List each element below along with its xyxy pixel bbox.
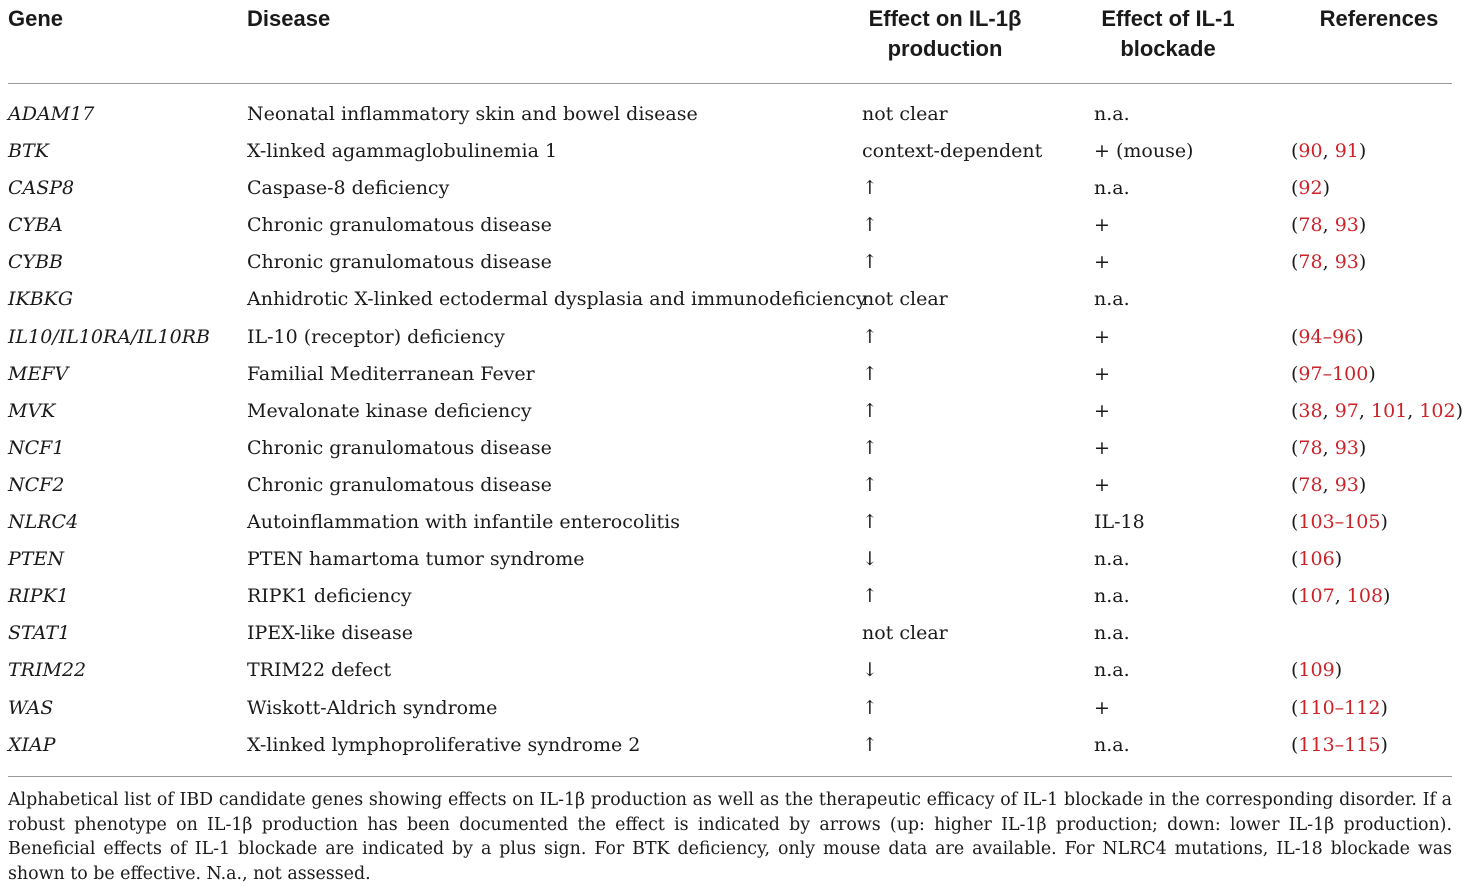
gene-cell: RIPK1: [8, 585, 69, 608]
reference-link[interactable]: 93: [1334, 473, 1359, 496]
reference-link[interactable]: 78: [1298, 473, 1323, 496]
ref-separator: ,: [1322, 140, 1335, 163]
table-row: [0, 96, 1460, 133]
ref-close-paren: ): [1334, 659, 1343, 682]
reference-link[interactable]: 90: [1298, 140, 1323, 163]
blockade-cell: +: [1094, 436, 1110, 459]
blockade-cell: n.a.: [1094, 103, 1130, 125]
blockade-cell: n.a.: [1094, 622, 1130, 645]
table-row: [0, 393, 1463, 430]
table-row: [0, 170, 1460, 207]
ref-open-paren: (: [1291, 362, 1299, 385]
header-effect-line2: production: [887, 36, 1003, 61]
effect-cell: ↑: [862, 733, 878, 756]
ref-open-paren: (: [1291, 733, 1299, 756]
ref-separator: ,: [1322, 251, 1335, 274]
disease-cell: Chronic granulomatous disease: [247, 473, 552, 496]
reference-link[interactable]: 103–105: [1298, 511, 1381, 534]
references-cell: [1291, 244, 1366, 281]
reference-link[interactable]: 78: [1298, 214, 1323, 237]
ref-close-paren: ): [1380, 511, 1388, 534]
ref-close-paren: ): [1368, 362, 1376, 385]
gene-cell: ADAM17: [8, 103, 95, 125]
blockade-cell: n.a.: [1094, 659, 1130, 682]
ref-separator: ,: [1334, 585, 1347, 608]
blockade-cell: n.a.: [1094, 177, 1130, 200]
ref-open-paren: (: [1291, 214, 1299, 237]
gene-cell: PTEN: [8, 548, 64, 571]
ref-open-paren: (: [1291, 696, 1299, 719]
effect-cell: ↑: [862, 585, 878, 608]
references-cell: [1291, 430, 1366, 467]
references-cell: [1291, 393, 1463, 430]
ref-separator: ,: [1358, 399, 1371, 422]
effect-cell: not clear: [862, 288, 948, 311]
gene-cell: STAT1: [8, 622, 71, 645]
references-cell: [1291, 652, 1342, 689]
effect-cell: ↑: [862, 177, 878, 200]
ref-close-paren: ): [1358, 473, 1367, 496]
reference-link[interactable]: 97: [1334, 399, 1359, 422]
reference-link[interactable]: 97–100: [1298, 362, 1369, 385]
ref-separator: ,: [1322, 436, 1335, 459]
reference-link[interactable]: 107: [1298, 585, 1335, 608]
table-row: [0, 504, 1460, 541]
header-divider: [8, 83, 1452, 84]
gene-cell: IL10/IL10RA/IL10RB: [8, 325, 210, 348]
ref-open-paren: (: [1291, 585, 1299, 608]
disease-cell: IL-10 (receptor) deficiency: [247, 325, 505, 348]
ref-open-paren: (: [1291, 511, 1299, 534]
footer-divider: [8, 776, 1452, 777]
ref-open-paren: (: [1291, 325, 1299, 348]
table-row: [0, 430, 1460, 467]
gene-cell: NCF1: [8, 436, 65, 459]
reference-link[interactable]: 94–96: [1298, 325, 1357, 348]
reference-link[interactable]: 113–115: [1298, 733, 1381, 756]
disease-cell: X-linked agammaglobulinemia 1: [247, 140, 558, 163]
references-cell: [1291, 541, 1342, 578]
table-row: [0, 652, 1460, 689]
effect-cell: ↑: [862, 473, 878, 496]
disease-cell: Neonatal inflammatory skin and bowel disease: [247, 103, 698, 125]
gene-cell: MVK: [8, 399, 56, 422]
disease-cell: Wiskott-Aldrich syndrome: [247, 696, 498, 719]
table-row: [0, 244, 1460, 281]
ref-close-paren: ): [1383, 585, 1391, 608]
references-cell: [1291, 356, 1376, 393]
blockade-cell: n.a.: [1094, 585, 1130, 608]
ref-close-paren: ): [1322, 177, 1331, 200]
disease-cell: Caspase-8 deficiency: [247, 177, 450, 200]
reference-link[interactable]: 93: [1334, 251, 1359, 274]
table-row: [0, 133, 1460, 170]
reference-link[interactable]: 108: [1346, 585, 1384, 608]
disease-cell: Anhidrotic X-linked ectodermal dysplasia and immunodeficiency: [247, 288, 867, 311]
ref-open-paren: (: [1291, 548, 1299, 571]
ref-close-paren: ): [1455, 399, 1463, 422]
ref-close-paren: ): [1356, 325, 1364, 348]
reference-link[interactable]: 91: [1334, 140, 1359, 163]
ref-open-paren: (: [1291, 251, 1299, 274]
blockade-cell: +: [1094, 362, 1110, 385]
ref-close-paren: ): [1358, 251, 1367, 274]
blockade-cell: +: [1094, 214, 1110, 237]
blockade-cell: +: [1094, 473, 1110, 496]
ref-open-paren: (: [1291, 177, 1299, 200]
gene-cell: NLRC4: [8, 511, 79, 534]
reference-link[interactable]: 106: [1298, 548, 1335, 571]
header-references: References: [1319, 6, 1439, 31]
references-cell: [1291, 133, 1366, 170]
header-blockade-line2: blockade: [1120, 36, 1216, 61]
reference-link[interactable]: 93: [1334, 214, 1359, 237]
disease-cell: X-linked lymphoproliferative syndrome 2: [247, 733, 641, 756]
table-row: [0, 615, 1460, 652]
effect-cell: ↑: [862, 362, 878, 385]
table-row: [0, 356, 1460, 393]
ref-separator: ,: [1322, 473, 1335, 496]
effect-cell: not clear: [862, 622, 948, 645]
gene-cell: XIAP: [8, 733, 56, 756]
references-cell: [1291, 467, 1366, 504]
effect-cell: ↑: [862, 251, 878, 274]
header-disease: Disease: [247, 6, 331, 31]
references-cell: [1291, 207, 1366, 244]
header-gene: Gene: [8, 6, 64, 31]
blockade-cell: +: [1094, 696, 1110, 719]
effect-cell: ↑: [862, 325, 878, 348]
disease-cell: Mevalonate kinase deficiency: [247, 399, 532, 422]
table-row: [0, 207, 1460, 244]
reference-link[interactable]: 78: [1298, 436, 1323, 459]
blockade-cell: +: [1094, 399, 1110, 422]
blockade-cell: + (mouse): [1094, 140, 1194, 163]
blockade-cell: n.a.: [1094, 548, 1130, 571]
table-row: [0, 541, 1460, 578]
gene-cell: WAS: [8, 696, 54, 719]
header-blockade-line1: Effect of IL-1: [1101, 6, 1235, 31]
ref-open-paren: (: [1291, 473, 1299, 496]
ref-open-paren: (: [1291, 436, 1299, 459]
disease-cell: Autoinflammation with infantile enterocolitis: [247, 511, 680, 534]
ref-separator: ,: [1407, 399, 1420, 422]
effect-cell: ↑: [862, 696, 878, 719]
reference-link[interactable]: 101: [1370, 399, 1408, 422]
disease-cell: Chronic granulomatous disease: [247, 251, 552, 274]
ref-open-paren: (: [1291, 140, 1299, 163]
references-cell: [1291, 727, 1388, 764]
effect-cell: ↑: [862, 511, 878, 534]
table-row: [0, 690, 1460, 727]
gene-cell: MEFV: [8, 362, 69, 385]
disease-cell: TRIM22 defect: [247, 659, 392, 682]
table-row: [0, 319, 1460, 356]
header-effect-of-blockade: [1086, 4, 1250, 64]
effect-cell: ↓: [862, 659, 878, 682]
gene-cell: CYBB: [8, 251, 64, 274]
effect-cell: ↑: [862, 399, 878, 422]
gene-cell: TRIM22: [8, 659, 87, 682]
reference-link[interactable]: 102: [1419, 399, 1456, 422]
reference-link[interactable]: 93: [1334, 436, 1359, 459]
table-row: [0, 578, 1460, 615]
table-row: [0, 467, 1460, 504]
ref-separator: ,: [1322, 214, 1335, 237]
gene-cell: CYBA: [8, 214, 63, 237]
ref-close-paren: ): [1358, 214, 1367, 237]
ref-separator: ,: [1322, 399, 1335, 422]
reference-link[interactable]: 38: [1298, 399, 1323, 422]
gene-cell: BTK: [8, 140, 49, 163]
disease-cell: Chronic granulomatous disease: [247, 214, 552, 237]
ref-close-paren: ): [1334, 548, 1343, 571]
ref-close-paren: ): [1380, 696, 1388, 719]
reference-link[interactable]: 110–112: [1298, 696, 1381, 719]
references-cell: [1291, 504, 1388, 541]
references-cell: [1291, 578, 1390, 615]
table-row: [0, 727, 1460, 764]
table-row: [0, 281, 1460, 318]
table-body: [0, 96, 1463, 764]
disease-cell: PTEN hamartoma tumor syndrome: [247, 548, 585, 571]
blockade-cell: +: [1094, 251, 1110, 274]
references-cell: [1291, 170, 1330, 207]
ref-close-paren: ): [1380, 733, 1388, 756]
references-cell: [1291, 319, 1364, 356]
blockade-cell: IL-18: [1094, 511, 1145, 534]
reference-link[interactable]: 92: [1298, 177, 1323, 200]
references-cell: [1291, 690, 1388, 727]
reference-link[interactable]: 109: [1298, 659, 1335, 682]
header-effect-line1: Effect on IL-1β: [868, 6, 1022, 31]
ref-close-paren: ): [1358, 140, 1367, 163]
disease-cell: Chronic granulomatous disease: [247, 436, 552, 459]
reference-link[interactable]: 78: [1298, 251, 1323, 274]
ref-close-paren: ): [1358, 436, 1367, 459]
disease-cell: Familial Mediterranean Fever: [247, 362, 535, 385]
blockade-cell: +: [1094, 325, 1110, 348]
gene-cell: CASP8: [8, 177, 75, 200]
blockade-cell: n.a.: [1094, 733, 1130, 756]
effect-cell: ↓: [862, 548, 878, 571]
gene-cell: NCF2: [8, 473, 65, 496]
disease-cell: RIPK1 deficiency: [247, 585, 412, 608]
gene-cell: IKBKG: [8, 288, 74, 311]
disease-cell: IPEX-like disease: [247, 622, 413, 645]
header-effect-on-il1b: [840, 4, 1050, 64]
effect-cell: ↑: [862, 214, 878, 237]
blockade-cell: n.a.: [1094, 288, 1130, 311]
table-caption: Alphabetical list of IBD candidate genes showing effects on IL-1β production as well as the therapeutic efficacy of IL-1 blockade in the corresponding disorder. If a robust phenotype on IL-1β production has been documented the effect is indicated by arrows (up: higher IL-1β production; down: lower IL-1β production). Beneficial effects of IL-1 blockade are indicated by a plus sign. For BTK deficiency, only mouse data are available. For NLRC4 mutations, IL-18 blockade was shown to be effective. N.a., not assessed.: [8, 790, 1452, 884]
effect-cell: context-dependent: [862, 140, 1043, 163]
ref-open-paren: (: [1291, 659, 1299, 682]
effect-cell: ↑: [862, 436, 878, 459]
ref-open-paren: (: [1291, 399, 1299, 422]
effect-cell: not clear: [862, 103, 948, 125]
